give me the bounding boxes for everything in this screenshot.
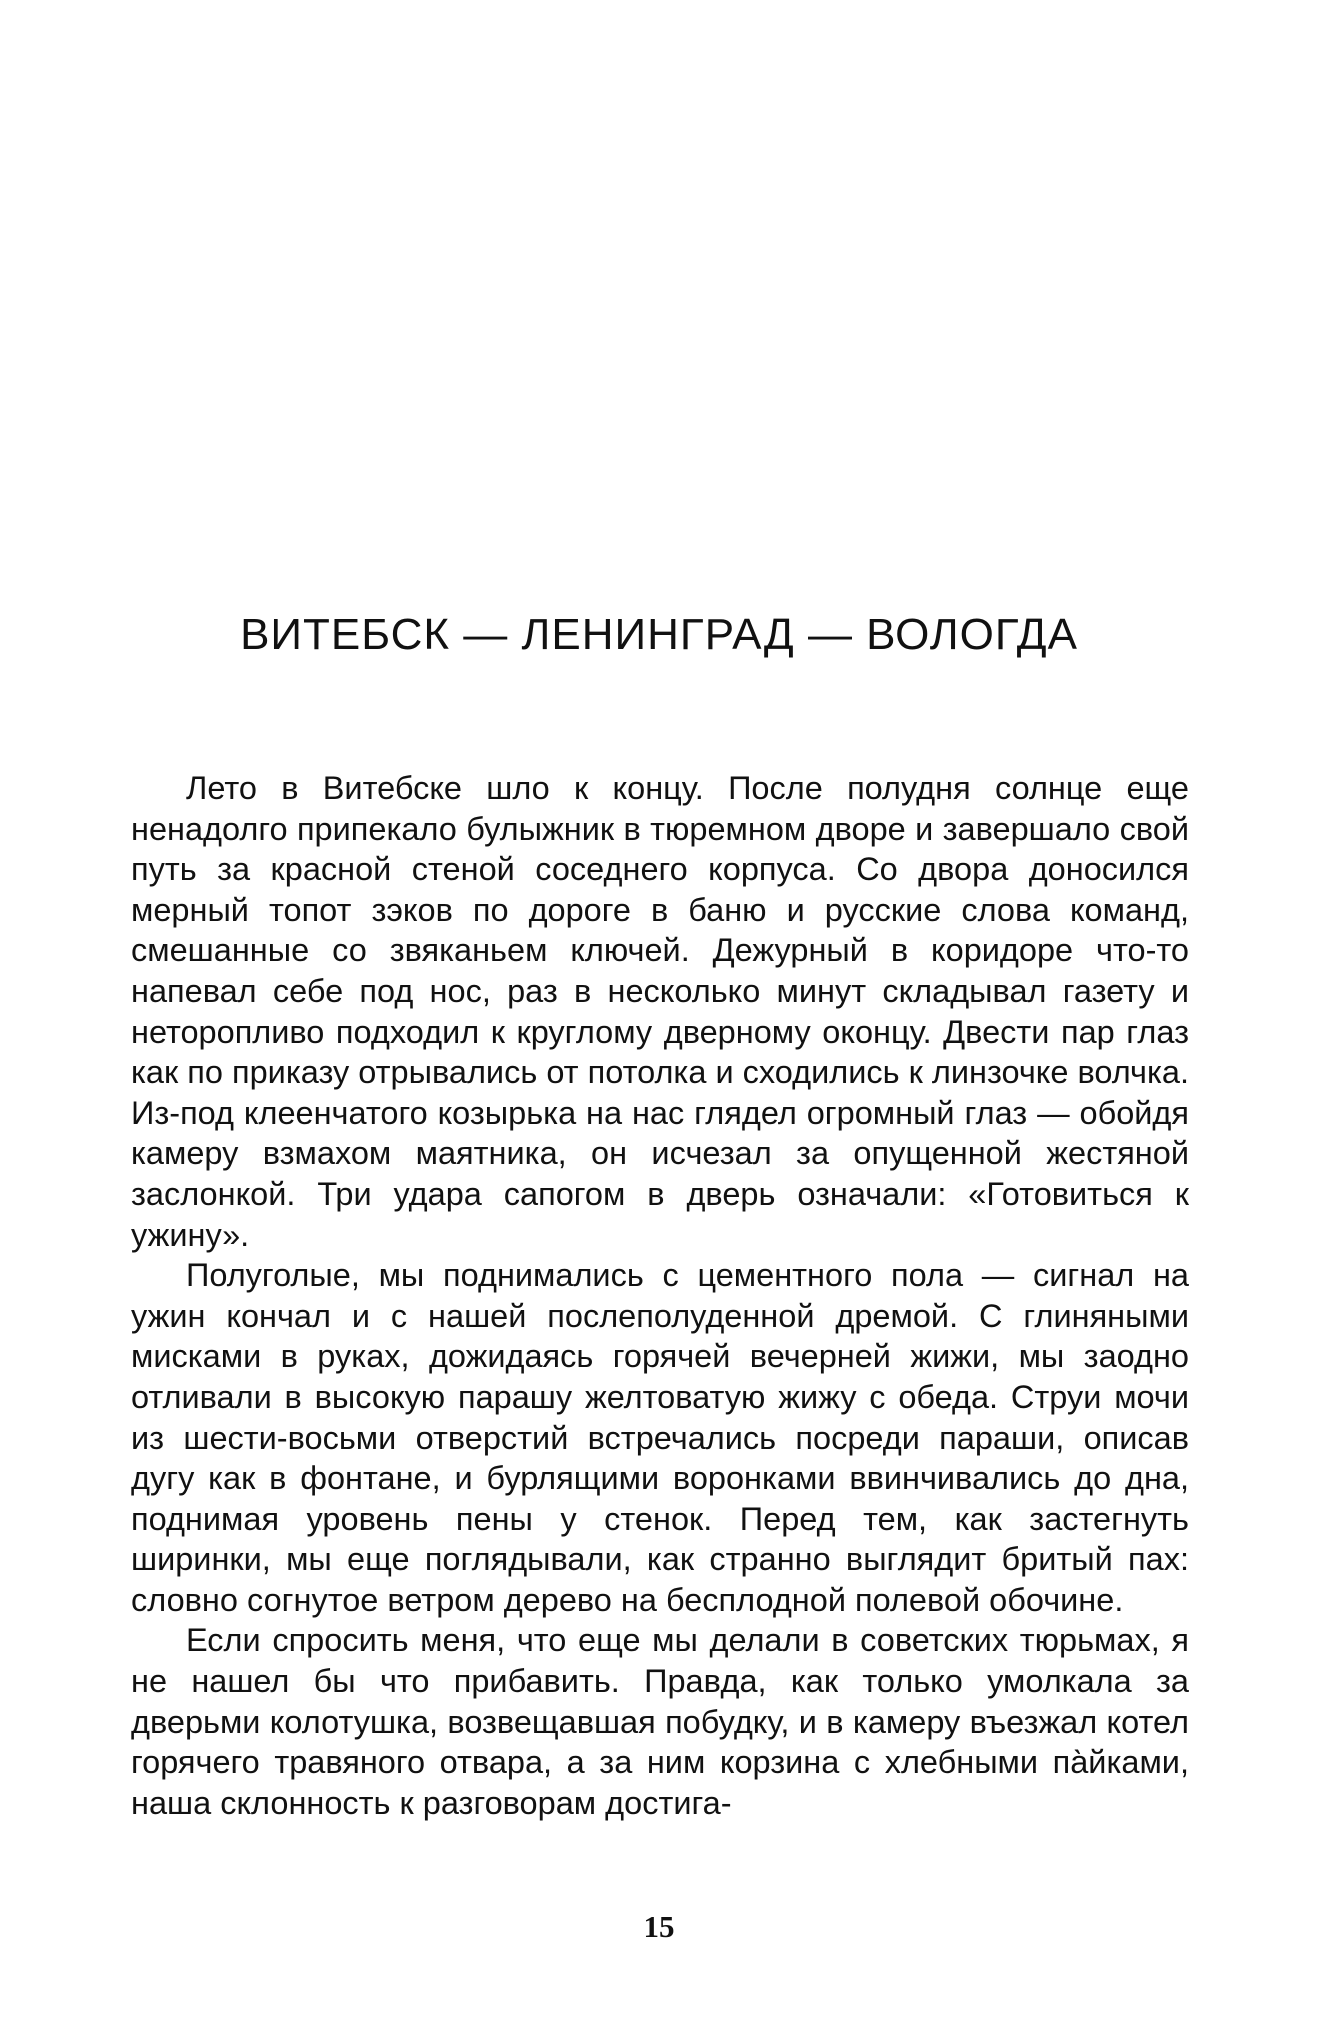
chapter-title: ВИТЕБСК — ЛЕНИНГРАД — ВОЛОГДА xyxy=(240,610,1078,659)
paragraph: Лето в Витебске шло к концу. После полудня солнце еще ненадолго припекало булыжник в тюремном дворе и завершало свой путь за красной стеной соседнего корпуса. Со двора доносился мерный топот зэков по дороге в баню и русские слова команд, смешанные со звяканьем ключей. Дежурный в коридоре что-то напевал себе под нос, раз в несколько минут складывал газету и неторопливо подходил к круглому дверному оконцу. Двести пар глаз как по приказу отрывались от потолка и сходились к линзочке волчка. Из-под клеенчатого козырька на нас глядел огромный глаз — обойдя камеру взмахом маятника, он исчезал за опущенной жестяной заслонкой. Три удара сапогом в дверь означали: «Готовиться к ужину». xyxy=(131,770,1189,1253)
paragraph: Полуголые, мы поднимались с цементного пола — сигнал на ужин кончал и с нашей послеполуденной дремой. С глиняными мисками в руках, дожидаясь горячей вечерней жижи, мы заодно отливали в высокую парашу желтоватую жижу с обеда. Струи мочи из шести-восьми отверстий встречались посреди параши, описав дугу как в фонтане, и бурлящими воронками ввинчивались до дна, поднимая уровень пены у стенок. Перед тем, как застегнуть ширинки, мы еще поглядывали, как странно выглядит бритый пах: словно согнутое ветром дерево на бесплодной полевой обочине. xyxy=(131,1257,1189,1618)
page-number: 15 xyxy=(643,1909,675,1944)
paragraph: Если спросить меня, что еще мы делали в советских тюрьмах, я не нашел бы что прибавить. Правда, как только умолкала за дверьми колотушка, возвещавшая побудку, и в камеру въезжал котел горячего травяного отвара, а за ним корзина с хлебными па̀йками, наша склонность к разговорам достига- xyxy=(131,1622,1189,1821)
body-text xyxy=(131,768,1189,1823)
